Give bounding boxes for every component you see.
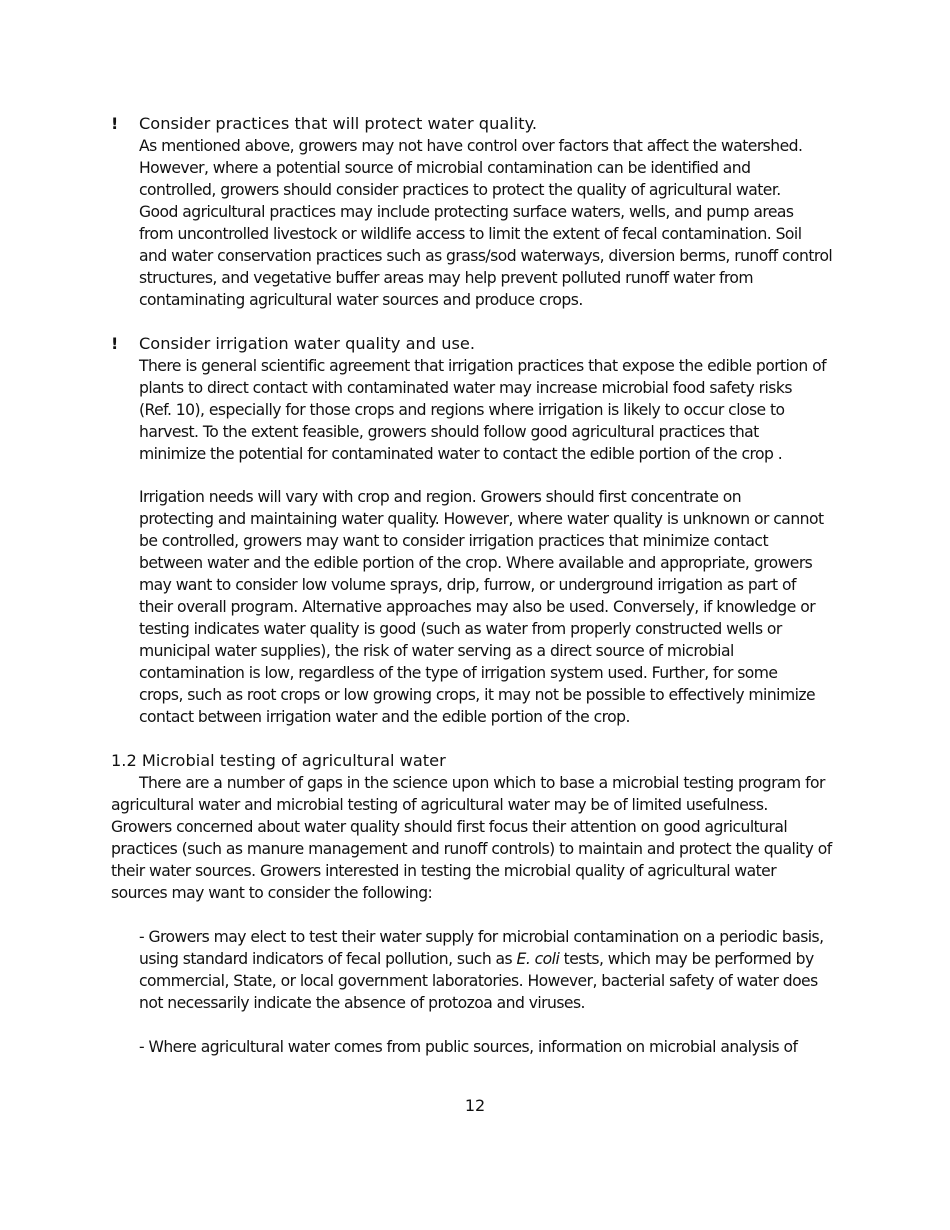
text-line: from uncontrolled livestock or wildlife access to limit the extent of fecal contamination. Soil bbox=[139, 225, 802, 243]
text-span: using standard indicators of fecal pollution, such as bbox=[139, 950, 517, 968]
page-number: 12 bbox=[464, 1096, 486, 1115]
irrigation-heading: Consider irrigation water quality and use. bbox=[139, 334, 475, 353]
ecoli-italic: E. coli bbox=[516, 950, 560, 968]
text-line: There is general scientific agreement that irrigation practices that expose the edible portion of bbox=[139, 357, 827, 375]
text-line: (Ref. 10), especially for those crops and regions where irrigation is likely to occur close to bbox=[139, 401, 785, 419]
text-line: their overall program. Alternative approaches may also be used. Conversely, if knowledge or bbox=[139, 598, 816, 616]
bullet-marker: ! bbox=[111, 334, 119, 353]
text-line: As mentioned above, growers may not have control over factors that affect the watershed. bbox=[139, 137, 803, 155]
bullet-marker: ! bbox=[111, 114, 119, 133]
list-item-line: commercial, State, or local government laboratories. However, bacterial safety of water does bbox=[139, 972, 818, 990]
list-item-line: - Where agricultural water comes from public sources, information on microbial analysis of bbox=[139, 1038, 798, 1056]
text-line: Growers concerned about water quality should first focus their attention on good agricultural bbox=[111, 818, 788, 836]
text-line: testing indicates water quality is good (such as water from properly constructed wells or bbox=[139, 620, 782, 638]
text-line: and water conservation practices such as grass/sod waterways, diversion berms, runoff control bbox=[139, 247, 833, 265]
list-item-line: - Growers may elect to test their water supply for microbial contamination on a periodic basis, bbox=[139, 928, 824, 946]
text-line: harvest. To the extent feasible, growers should follow good agricultural practices that bbox=[139, 423, 759, 441]
text-line: contamination is low, regardless of the type of irrigation system used. Further, for some bbox=[139, 664, 778, 682]
text-line: Irrigation needs will vary with crop and region. Growers should first concentrate on bbox=[139, 488, 742, 506]
section-heading-1-2: 1.2 Microbial testing of agricultural water bbox=[111, 751, 446, 770]
text-line: agricultural water and microbial testing of agricultural water may be of limited usefulness. bbox=[111, 796, 768, 814]
text-line: practices (such as manure management and runoff controls) to maintain and protect the quality of bbox=[111, 840, 832, 858]
text-line: contaminating agricultural water sources and produce crops. bbox=[139, 291, 583, 309]
list-item-line: not necessarily indicate the absence of protozoa and viruses. bbox=[139, 994, 585, 1012]
protect-water-heading: Consider practices that will protect water quality. bbox=[139, 114, 538, 133]
text-line: However, where a potential source of microbial contamination can be identified and bbox=[139, 159, 751, 177]
text-span: tests, which may be performed by bbox=[559, 950, 814, 968]
text-line: their water sources. Growers interested in testing the microbial quality of agricultural water bbox=[111, 862, 777, 880]
text-line: contact between irrigation water and the edible portion of the crop. bbox=[139, 708, 630, 726]
text-line: be controlled, growers may want to consider irrigation practices that minimize contact bbox=[139, 532, 769, 550]
text-line: between water and the edible portion of the crop. Where available and appropriate, growers bbox=[139, 554, 813, 572]
text-line: protecting and maintaining water quality. However, where water quality is unknown or cannot bbox=[139, 510, 824, 528]
text-line: structures, and vegetative buffer areas may help prevent polluted runoff water from bbox=[139, 269, 754, 287]
text-line: municipal water supplies), the risk of water serving as a direct source of microbial bbox=[139, 642, 734, 660]
text-line: crops, such as root crops or low growing crops, it may not be possible to effectively minimize bbox=[139, 686, 816, 704]
text-line: There are a number of gaps in the science upon which to base a microbial testing program for bbox=[139, 774, 825, 792]
text-line: may want to consider low volume sprays, drip, furrow, or underground irrigation as part of bbox=[139, 576, 796, 594]
text-line: minimize the potential for contaminated water to contact the edible portion of the crop . bbox=[139, 445, 783, 463]
text-line: plants to direct contact with contaminated water may increase microbial food safety risks bbox=[139, 379, 792, 397]
text-line: Good agricultural practices may include protecting surface waters, wells, and pump areas bbox=[139, 203, 794, 221]
text-line: controlled, growers should consider practices to protect the quality of agricultural water. bbox=[139, 181, 781, 199]
list-item-line bbox=[139, 948, 814, 970]
text-line: sources may want to consider the following: bbox=[111, 884, 433, 902]
